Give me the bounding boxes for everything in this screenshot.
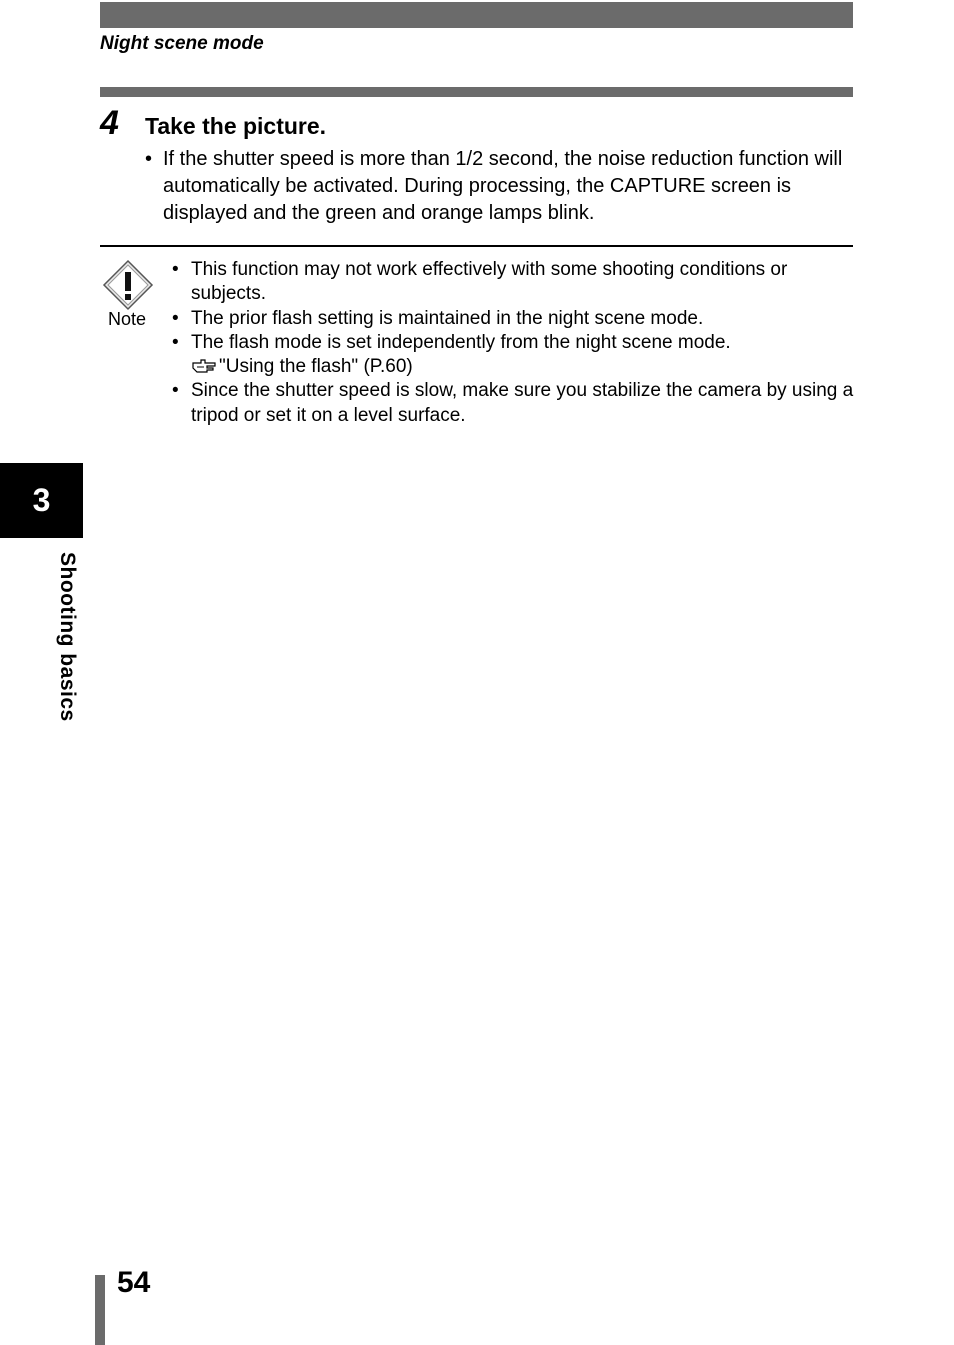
note-divider xyxy=(100,245,853,247)
note-label: Note xyxy=(108,309,147,329)
list-bullet: • xyxy=(172,259,179,280)
note-item-text: The prior flash setting is maintained in the night scene mode. xyxy=(191,307,704,329)
section-rule xyxy=(100,87,853,97)
list-bullet: • xyxy=(172,331,179,353)
chapter-tab xyxy=(0,463,83,538)
list-item xyxy=(170,331,860,380)
page-number-bar xyxy=(95,1275,105,1345)
section-title: Night scene mode xyxy=(100,33,264,54)
note-item-text: The flash mode is set independently from the night scene mode. xyxy=(191,331,731,353)
reference-line xyxy=(191,355,860,379)
page-number: 54 xyxy=(117,1266,151,1299)
list-item xyxy=(170,258,860,307)
warning-exclamation-icon xyxy=(102,259,154,311)
header-bar xyxy=(100,2,853,28)
note-list xyxy=(170,258,860,428)
note-item-text: This function may not work effectively with some shooting conditions or subjects. xyxy=(191,259,788,305)
list-item xyxy=(170,307,860,331)
reference-text: "Using the flash" (P.60) xyxy=(219,356,413,378)
list-bullet: • xyxy=(172,380,179,402)
list-bullet: • xyxy=(172,307,179,329)
pointing-hand-icon xyxy=(191,358,217,374)
step-heading: Take the picture. xyxy=(145,113,327,139)
chapter-side-label: Shooting basics xyxy=(56,552,79,722)
step-number: 4 xyxy=(100,104,119,142)
list-item xyxy=(170,379,860,428)
step-bullet-text: If the shutter speed is more than 1/2 second, the noise reduction function will automatically be activated. During processing, the CAPTURE screen is displayed and the green and orange lamps blink. xyxy=(163,148,843,224)
chapter-number: 3 xyxy=(32,482,51,518)
step-bullet-marker: • xyxy=(145,148,153,170)
note-item-text: Since the shutter speed is slow, make sure you stabilize the camera by using a tripod or set it on a level surface. xyxy=(191,380,854,426)
